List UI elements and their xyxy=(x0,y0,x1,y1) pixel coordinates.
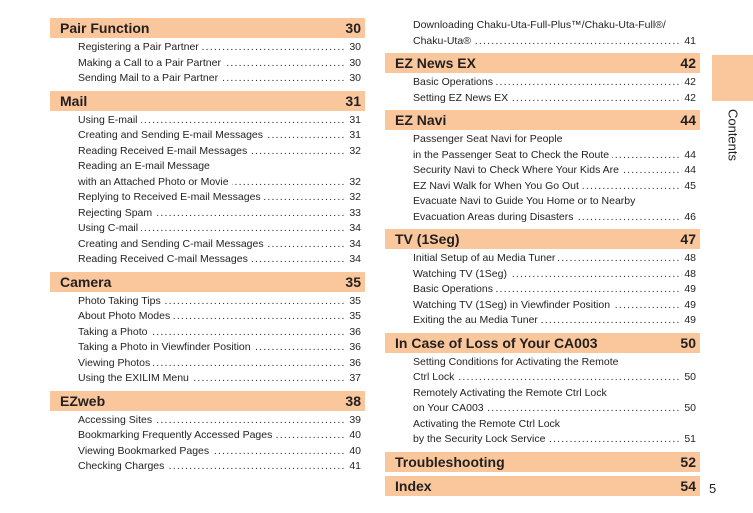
page-number: 5 xyxy=(709,481,717,496)
toc-entry[interactable] xyxy=(50,325,365,341)
toc-entry-label: Using C-mail xyxy=(78,222,141,234)
section-items xyxy=(385,130,700,229)
toc-entry-label: Viewing Photos xyxy=(78,357,153,369)
toc-entry-page: 32 xyxy=(346,175,361,191)
toc-entry-label: on Your CA003 xyxy=(413,402,487,414)
toc-entry-label: Reading Received C-mail Messages xyxy=(78,253,251,265)
section-page: 52 xyxy=(680,453,696,470)
toc-entry-page: 44 xyxy=(681,148,696,164)
toc-entry-label: Registering a Pair Partner xyxy=(78,41,202,53)
section-header[interactable] xyxy=(50,18,365,38)
toc-entry-label: Accessing Sites xyxy=(78,414,155,426)
toc-entry[interactable] xyxy=(385,179,700,195)
toc-entry[interactable] xyxy=(385,34,700,50)
toc-entry-label: Setting Conditions for Activating the Remote xyxy=(413,356,621,368)
toc-entry-label: Activating the Remote Ctrl Lock xyxy=(413,418,563,430)
toc-entry-page: 49 xyxy=(681,313,696,329)
toc-entry-label: Photo Taking Tips xyxy=(78,295,164,307)
toc-entry[interactable] xyxy=(50,413,365,429)
toc-entry[interactable] xyxy=(385,313,700,329)
toc-entry[interactable] xyxy=(385,432,700,448)
toc-entry-page: 30 xyxy=(346,71,361,87)
section-page: 31 xyxy=(345,92,361,109)
toc-entry-label: Using the EXILIM Menu xyxy=(78,372,192,384)
toc-entry-label: Rejecting Spam xyxy=(78,207,155,219)
toc-entry[interactable] xyxy=(385,163,700,179)
toc-entry-page: 36 xyxy=(346,356,361,372)
toc-entry[interactable] xyxy=(50,159,365,175)
toc-entry-page: 41 xyxy=(681,34,696,50)
toc-entry[interactable] xyxy=(385,18,700,34)
toc-entry-label: Evacuation Areas during Disasters xyxy=(413,211,577,223)
section-header[interactable] xyxy=(385,229,700,249)
toc-entry-label: Creating and Sending C-mail Messages xyxy=(78,238,267,250)
toc-entry-page: 42 xyxy=(681,75,696,91)
toc-entry-page: 41 xyxy=(346,459,361,475)
toc-entry-label: Watching TV (1Seg) xyxy=(413,268,510,280)
toc-entry[interactable] xyxy=(50,56,365,72)
section-header[interactable] xyxy=(50,91,365,111)
toc-entry[interactable] xyxy=(50,294,365,310)
toc-entry-label: Ctrl Lock xyxy=(413,371,457,383)
section-header[interactable] xyxy=(385,333,700,353)
toc-entry-page: 45 xyxy=(681,179,696,195)
toc-entry[interactable] xyxy=(50,252,365,268)
section-items xyxy=(385,353,700,452)
section-title: EZ Navi xyxy=(395,112,447,128)
toc-entry-label: Checking Charges xyxy=(78,460,167,472)
section-header[interactable] xyxy=(385,452,700,472)
section-title: TV (1Seg) xyxy=(395,231,460,247)
toc-entry-page: 48 xyxy=(681,267,696,283)
toc-entry-page: 31 xyxy=(346,128,361,144)
toc-entry-page: 34 xyxy=(346,252,361,268)
toc-entry[interactable] xyxy=(385,370,700,386)
toc-entry[interactable] xyxy=(385,251,700,267)
toc-entry[interactable] xyxy=(50,113,365,129)
toc-entry-page: 34 xyxy=(346,237,361,253)
toc-entry-label: Downloading Chaku-Uta-Full-Plus™/Chaku-Uta-Full®/ xyxy=(413,19,669,31)
section-title: EZ News EX xyxy=(395,55,476,71)
toc-entry-label: Using E-mail xyxy=(78,114,141,126)
section-items xyxy=(385,73,700,110)
toc-entry-page: 49 xyxy=(681,282,696,298)
toc-entry-label: Basic Operations xyxy=(413,283,496,295)
toc-entry-page: 48 xyxy=(681,251,696,267)
toc-entry-label: Evacuate Navi to Guide You Home or to Nearby xyxy=(413,195,638,207)
toc-entry[interactable] xyxy=(50,340,365,356)
toc-entry-page: 42 xyxy=(681,91,696,107)
section-page: 38 xyxy=(345,392,361,409)
toc-entry[interactable] xyxy=(385,91,700,107)
toc-entry-page: 49 xyxy=(681,298,696,314)
toc-entry-label: Remotely Activating the Remote Ctrl Lock xyxy=(413,387,610,399)
toc-entry-label: Security Navi to Check Where Your Kids Are xyxy=(413,164,622,176)
toc-entry-page: 44 xyxy=(681,163,696,179)
toc-entry[interactable] xyxy=(385,386,700,402)
toc-entry[interactable] xyxy=(385,355,700,371)
section-title: Troubleshooting xyxy=(395,453,505,470)
toc-entry-label: Creating and Sending E-mail Messages xyxy=(78,129,266,141)
toc-entry-label: Initial Setup of au Media Tuner xyxy=(413,252,558,264)
toc-entry[interactable] xyxy=(385,132,700,148)
toc-entry-page: 32 xyxy=(346,190,361,206)
toc-entry-label: Bookmarking Frequently Accessed Pages xyxy=(78,429,275,441)
toc-entry-page: 31 xyxy=(346,113,361,129)
toc-entry[interactable] xyxy=(50,221,365,237)
section-title: Mail xyxy=(60,92,88,109)
section-items xyxy=(385,496,700,500)
toc-entry[interactable] xyxy=(385,298,700,314)
toc-entry[interactable] xyxy=(50,309,365,325)
toc-entry[interactable] xyxy=(50,371,365,387)
toc-entry-label: Basic Operations xyxy=(413,76,496,88)
section-header[interactable] xyxy=(50,391,365,411)
toc-entry[interactable] xyxy=(50,175,365,191)
section-page: 50 xyxy=(680,334,696,351)
toc-entry[interactable] xyxy=(50,128,365,144)
toc-entry-page: 37 xyxy=(346,371,361,387)
toc-entry-page: 50 xyxy=(681,370,696,386)
toc-entry-page: 35 xyxy=(346,294,361,310)
toc-entry-page: 50 xyxy=(681,401,696,417)
section-title: EZweb xyxy=(60,392,106,409)
section-header[interactable] xyxy=(385,53,700,73)
toc-entry-label: Taking a Photo xyxy=(78,326,150,338)
section-page: 42 xyxy=(680,55,696,71)
section-page: 44 xyxy=(680,112,696,128)
toc-entry-page: 33 xyxy=(346,206,361,222)
section-items xyxy=(385,16,700,53)
toc-entry[interactable] xyxy=(50,71,365,87)
section-page: 47 xyxy=(680,231,696,247)
section-page: 35 xyxy=(345,273,361,290)
toc-entry[interactable] xyxy=(385,75,700,91)
section-title: Pair Function xyxy=(60,20,150,36)
toc-entry-label: Chaku-Uta® xyxy=(413,35,474,47)
toc-entry-page: 30 xyxy=(346,40,361,56)
toc-entry[interactable] xyxy=(50,459,365,475)
toc-entry-label: in the Passenger Seat to Check the Route xyxy=(413,149,612,161)
toc-entry-page: 36 xyxy=(346,340,361,356)
toc-entry-page: 32 xyxy=(346,144,361,160)
section-items xyxy=(50,38,365,91)
toc-entry-page: 35 xyxy=(346,309,361,325)
section-title: Index xyxy=(395,477,432,494)
toc-entry-label: Watching TV (1Seg) in Viewfinder Position xyxy=(413,299,613,311)
toc-entry[interactable] xyxy=(385,401,700,417)
toc-entry-label: Replying to Received E-mail Messages xyxy=(78,191,264,203)
toc-entry[interactable] xyxy=(385,148,700,164)
contents-tab-marker xyxy=(712,55,753,101)
toc-entry-label: Setting EZ News EX xyxy=(413,92,511,104)
toc-entry-label: Sending Mail to a Pair Partner xyxy=(78,72,221,84)
toc-entry[interactable] xyxy=(50,144,365,160)
contents-side-label-text: Contents xyxy=(725,108,740,162)
toc-entry[interactable] xyxy=(385,282,700,298)
toc-entry[interactable] xyxy=(385,194,700,210)
toc-entry[interactable] xyxy=(50,190,365,206)
section-items xyxy=(50,292,365,391)
toc-entry[interactable] xyxy=(50,40,365,56)
toc-entry-page: 51 xyxy=(681,432,696,448)
toc-left-column xyxy=(50,0,365,479)
section-header[interactable] xyxy=(50,272,365,292)
section-items xyxy=(50,411,365,479)
toc-entry-label: Reading Received E-mail Messages xyxy=(78,145,250,157)
toc-entry-label: Exiting the au Media Tuner xyxy=(413,314,541,326)
toc-entry[interactable] xyxy=(50,428,365,444)
toc-entry[interactable] xyxy=(50,356,365,372)
toc-entry-label: Reading an E-mail Message xyxy=(78,160,213,172)
toc-entry-label: by the Security Lock Service xyxy=(413,433,548,445)
section-page: 30 xyxy=(345,20,361,36)
section-header[interactable] xyxy=(385,476,700,496)
toc-entry-label: Passenger Seat Navi for People xyxy=(413,133,565,145)
contents-side-label xyxy=(712,100,753,170)
toc-entry[interactable] xyxy=(385,267,700,283)
toc-entry-page: 30 xyxy=(346,56,361,72)
toc-entry-label: Making a Call to a Pair Partner xyxy=(78,57,224,69)
toc-entry-label: EZ Navi Walk for When You Go Out xyxy=(413,180,582,192)
section-items xyxy=(50,111,365,272)
toc-entry-page: 46 xyxy=(681,210,696,226)
section-title: Camera xyxy=(60,273,112,290)
toc-entry-label: Viewing Bookmarked Pages xyxy=(78,445,212,457)
toc-entry-page: 34 xyxy=(346,221,361,237)
section-title: In Case of Loss of Your CA003 xyxy=(395,334,598,351)
toc-right-column xyxy=(385,0,700,500)
toc-entry-label: with an Attached Photo or Movie xyxy=(78,176,232,188)
toc-entry-label: Taking a Photo in Viewfinder Position xyxy=(78,341,254,353)
toc-entry[interactable] xyxy=(385,417,700,433)
section-page: 54 xyxy=(680,477,696,494)
toc-entry[interactable] xyxy=(50,206,365,222)
toc-entry[interactable] xyxy=(50,237,365,253)
toc-entry-page: 39 xyxy=(346,413,361,429)
section-items xyxy=(385,249,700,333)
toc-entry-page: 36 xyxy=(346,325,361,341)
toc-entry[interactable] xyxy=(385,210,700,226)
toc-entry-page: 40 xyxy=(346,428,361,444)
section-header[interactable] xyxy=(385,110,700,130)
toc-entry-label: About Photo Modes xyxy=(78,310,173,322)
toc-entry[interactable] xyxy=(50,444,365,460)
toc-entry-page: 40 xyxy=(346,444,361,460)
